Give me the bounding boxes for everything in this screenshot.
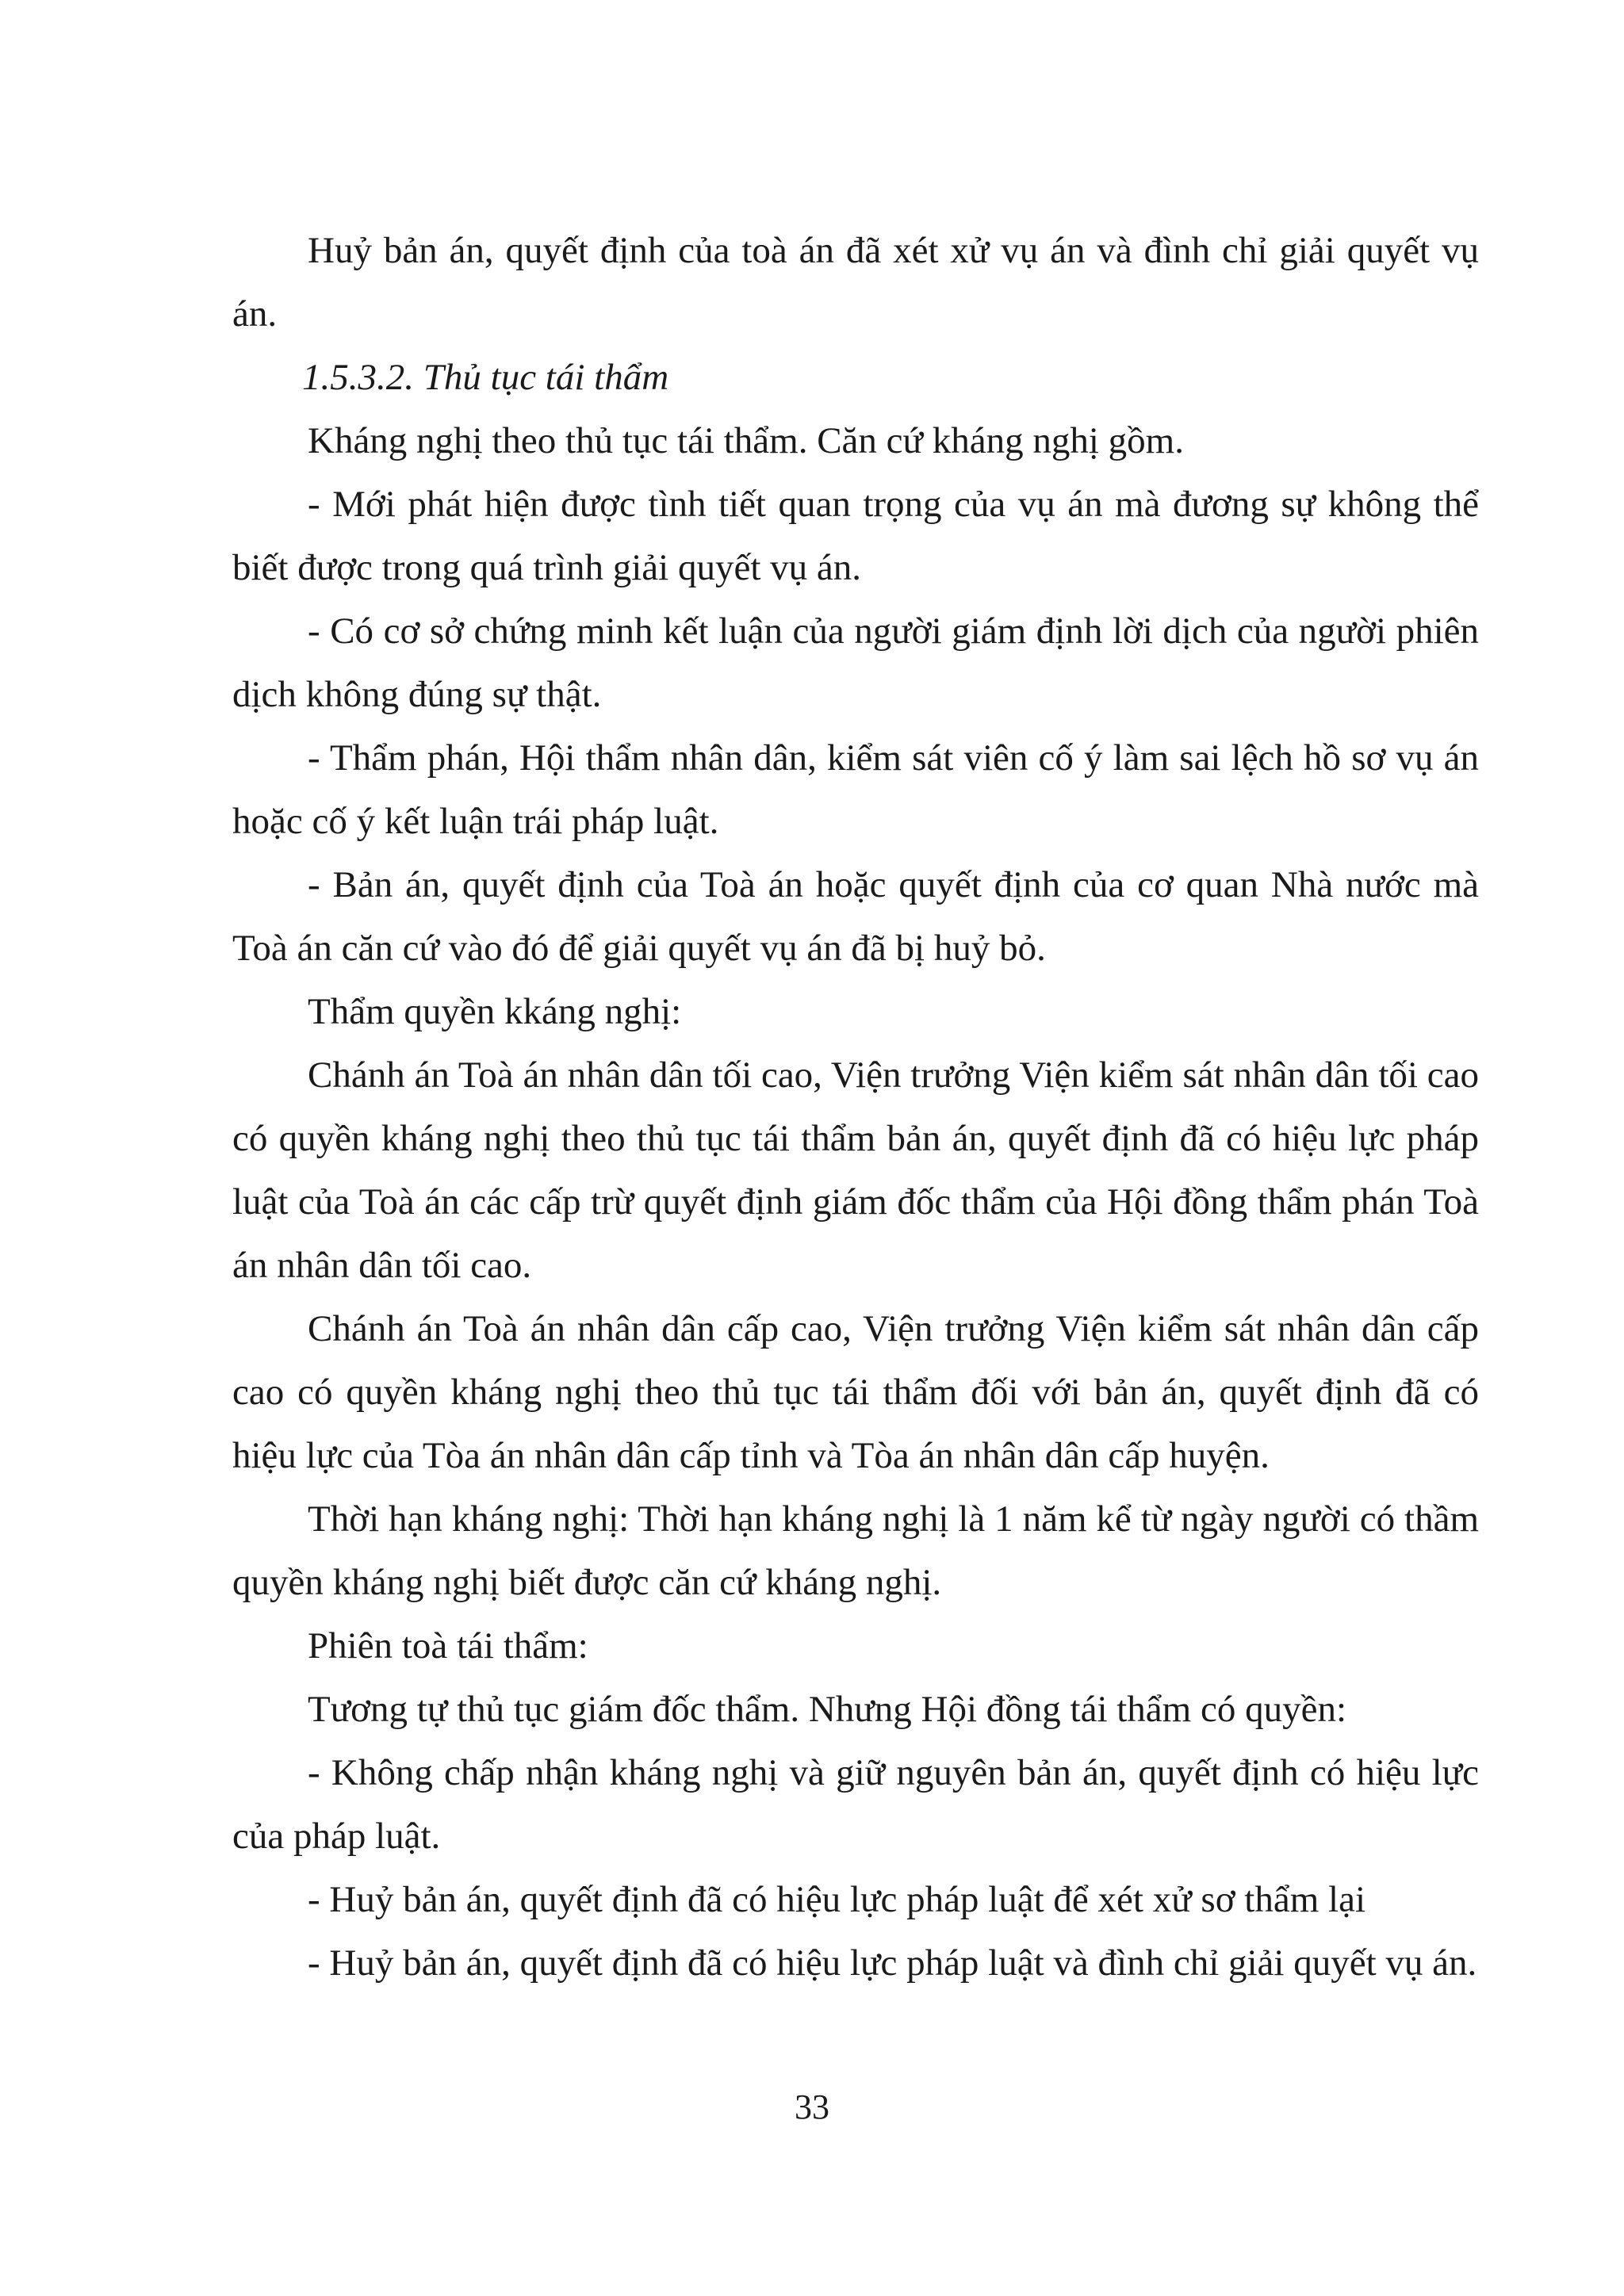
bullet-intentional-falsification: - Thẩm phán, Hội thẩm nhân dân, kiểm sát viên cố ý làm sai lệch hồ sơ vụ án hoặc cố ý kết luận trái pháp luật. (232, 737, 1479, 842)
paragraph-protest-grounds-intro: Kháng nghị theo thủ tục tái thẩm. Căn cứ kháng nghị gồm. (308, 420, 1184, 461)
bullet-cancel-and-suspend: - Huỷ bản án, quyết định đã có hiệu lực pháp luật và đình chỉ giải quyết vụ án. (308, 1942, 1477, 1984)
bullet-reject-protest: - Không chấp nhận kháng nghị và giữ nguyên bản án, quyết định có hiệu lực của pháp luật. (232, 1752, 1479, 1857)
bullet-false-expert-conclusion: - Có cơ sở chứng minh kết luận của người giám định lời dịch của người phiên dịch không đúng sự thật. (232, 610, 1479, 715)
paragraph-protest-authority-label: Thẩm quyền kkáng nghị: (308, 991, 682, 1032)
paragraph-retrial-session-label: Phiên toà tái thẩm: (308, 1625, 588, 1667)
bullet-new-important-facts: - Mới phát hiện được tình tiết quan trọng của vụ án mà đương sự không thể biết được trong quá trình giải quyết vụ án. (232, 484, 1479, 588)
paragraph-cancel-judgment: Huỷ bản án, quyết định của toà án đã xét xử vụ án và đình chỉ giải quyết vụ án. (232, 230, 1479, 335)
bullet-basis-annulled: - Bản án, quyết định của Toà án hoặc quyết định của cơ quan Nhà nước mà Toà án căn cứ vào đó để giải quyết vụ án đã bị huỷ bỏ. (232, 864, 1479, 969)
page-number: 33 (795, 2087, 829, 2126)
paragraph-supreme-authority: Chánh án Toà án nhân dân tối cao, Viện trưởng Viện kiểm sát nhân dân tối cao có quyền kháng nghị theo thủ tục tái thẩm bản án, quyết định đã có hiệu lực pháp luật của Toà án các cấp trừ quyết định giám đốc thẩm của Hội đồng thẩm phán Toà án nhân dân tối cao. (232, 1054, 1479, 1286)
bullet-cancel-for-retrial: - Huỷ bản án, quyết định đã có hiệu lực pháp luật để xét xử sơ thẩm lại (308, 1879, 1366, 1920)
paragraph-retrial-powers-intro: Tương tự thủ tục giám đốc thẩm. Nhưng Hội đồng tái thẩm có quyền: (308, 1689, 1347, 1730)
paragraph-high-court-authority: Chánh án Toà án nhân dân cấp cao, Viện trưởng Viện kiểm sát nhân dân cấp cao có quyền kháng nghị theo thủ tục tái thẩm đối với bản án, quyết định đã có hiệu lực của Tòa án nhân dân cấp tỉnh và Tòa án nhân dân cấp huyện. (232, 1308, 1479, 1476)
document-body (232, 219, 1479, 1995)
section-heading-retrial-procedure: 1.5.3.2. Thủ tục tái thẩm (302, 357, 669, 398)
paragraph-protest-time-limit: Thời hạn kháng nghị: Thời hạn kháng nghị là 1 năm kể từ ngày người có thầm quyền kháng nghị biết được căn cứ kháng nghị. (232, 1498, 1479, 1603)
